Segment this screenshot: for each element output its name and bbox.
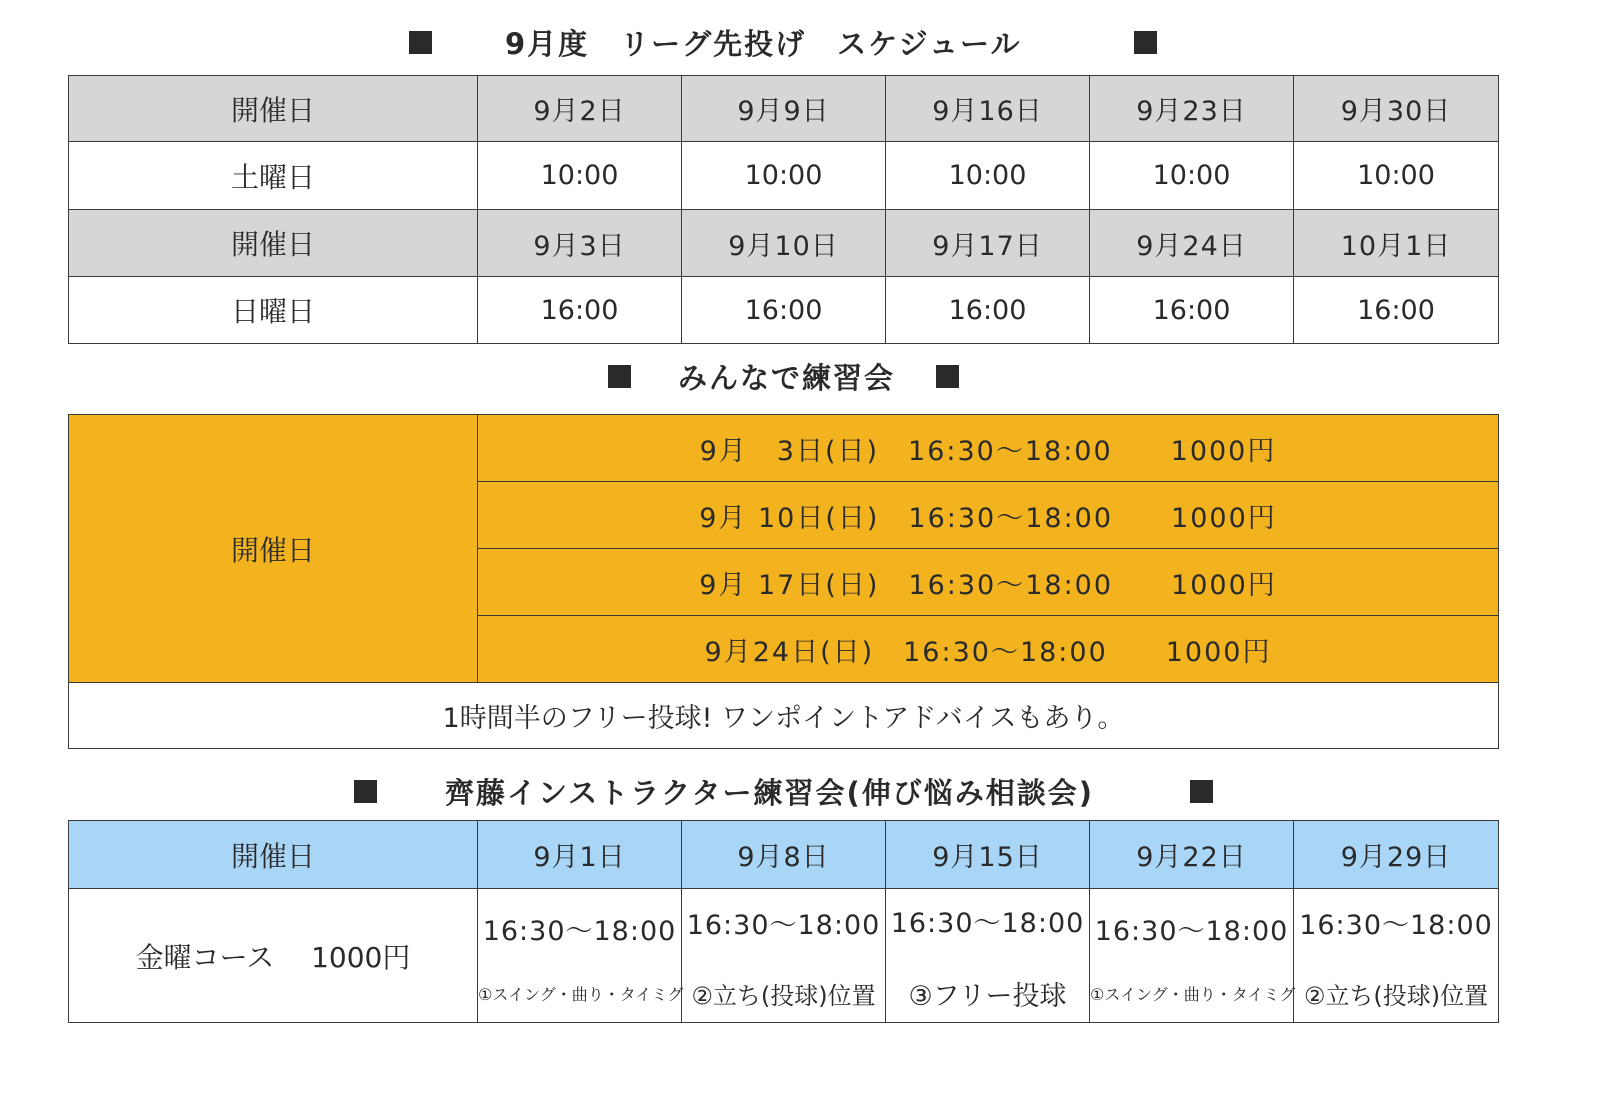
session-time: 16:30〜18:00 xyxy=(1299,909,1493,941)
session-cell xyxy=(478,889,682,1023)
date-cell: 9月8日 xyxy=(682,821,886,889)
session-cell xyxy=(886,889,1090,1023)
held-date-label: 開催日 xyxy=(69,415,478,683)
session-topic: ③フリー投球 xyxy=(908,980,1067,1012)
time-cell: 16:00 xyxy=(682,277,886,344)
time-cell: 16:00 xyxy=(886,277,1090,344)
instructor-heading xyxy=(0,771,1600,811)
session-time: 16:30〜18:00 xyxy=(890,907,1085,939)
session-cell xyxy=(1090,889,1294,1023)
instructor-session-row xyxy=(69,889,1499,1023)
time-cell: 10:00 xyxy=(886,142,1090,210)
time-cell: 10:00 xyxy=(1090,142,1294,210)
instructor-title: 齊藤インストラクター練習会(伸び悩み相談会) xyxy=(445,776,1095,810)
date-cell: 9月10日 xyxy=(682,210,886,277)
date-cell: 9月3日 xyxy=(478,210,682,277)
session-cell xyxy=(682,889,886,1023)
date-cell: 9月22日 xyxy=(1090,821,1294,889)
session-time: 16:30〜18:00 xyxy=(482,915,677,947)
practice-session: 9月 17日(日) 16:30〜18:00 1000円 xyxy=(478,549,1499,616)
practice-session: 9月24日(日) 16:30〜18:00 1000円 xyxy=(478,616,1499,683)
date-cell: 9月24日 xyxy=(1090,210,1294,277)
instructor-table xyxy=(68,820,1499,1023)
square-bullet-icon xyxy=(936,365,959,388)
session-topic: ①スイング・曲り・タイミグ xyxy=(1090,984,1296,1004)
weekday-label: 土曜日 xyxy=(69,142,478,210)
date-cell: 9月30日 xyxy=(1294,76,1499,142)
date-cell: 9月23日 xyxy=(1090,76,1294,142)
time-cell: 16:00 xyxy=(1294,277,1499,344)
practice-note-row xyxy=(69,683,1499,749)
held-date-label: 開催日 xyxy=(69,76,478,142)
session-time: 16:30〜18:00 xyxy=(686,909,881,941)
practice-table xyxy=(68,414,1499,749)
date-cell: 9月15日 xyxy=(886,821,1090,889)
date-cell: 9月1日 xyxy=(478,821,682,889)
session-topic: ②立ち(投球)位置 xyxy=(1303,981,1489,1010)
practice-note: 1時間半のフリー投球! ワンポイントアドバイスもあり。 xyxy=(69,683,1499,749)
practice-session: 9月 10日(日) 16:30〜18:00 1000円 xyxy=(478,482,1499,549)
practice-heading xyxy=(0,356,1600,396)
date-cell: 9月29日 xyxy=(1294,821,1499,889)
date-cell: 10月1日 xyxy=(1294,210,1499,277)
session-topic: ②立ち(投球)位置 xyxy=(691,981,876,1010)
league-time-row-sunday xyxy=(69,277,1499,344)
square-bullet-icon xyxy=(608,365,631,388)
session-topic: ①スイング・曲り・タイミグ xyxy=(478,984,684,1004)
practice-row xyxy=(69,415,1499,482)
practice-title: みんなで練習会 xyxy=(678,361,896,395)
square-bullet-icon xyxy=(1134,31,1157,54)
held-date-label: 開催日 xyxy=(69,210,478,277)
square-bullet-icon xyxy=(1190,780,1213,803)
time-cell: 10:00 xyxy=(682,142,886,210)
time-cell: 16:00 xyxy=(478,277,682,344)
time-cell: 10:00 xyxy=(1294,142,1499,210)
weekday-label: 日曜日 xyxy=(69,277,478,344)
league-date-row-sunday xyxy=(69,210,1499,277)
square-bullet-icon xyxy=(409,31,432,54)
held-date-label: 開催日 xyxy=(69,821,478,889)
square-bullet-icon xyxy=(354,780,377,803)
league-title: 9月度 リーグ先投げ スケジュール xyxy=(505,27,1022,61)
practice-session: 9月 3日(日) 16:30〜18:00 1000円 xyxy=(478,415,1499,482)
time-cell: 10:00 xyxy=(478,142,682,210)
instructor-date-row xyxy=(69,821,1499,889)
league-date-row-saturday xyxy=(69,76,1499,142)
league-time-row-saturday xyxy=(69,142,1499,210)
session-cell xyxy=(1294,889,1499,1023)
time-cell: 16:00 xyxy=(1090,277,1294,344)
date-cell: 9月17日 xyxy=(886,210,1090,277)
date-cell: 9月2日 xyxy=(478,76,682,142)
league-heading xyxy=(0,22,1600,62)
date-cell: 9月9日 xyxy=(682,76,886,142)
date-cell: 9月16日 xyxy=(886,76,1090,142)
session-time: 16:30〜18:00 xyxy=(1094,915,1289,947)
league-schedule-table xyxy=(68,75,1499,344)
friday-course-label: 金曜コース 1000円 xyxy=(69,889,478,1023)
